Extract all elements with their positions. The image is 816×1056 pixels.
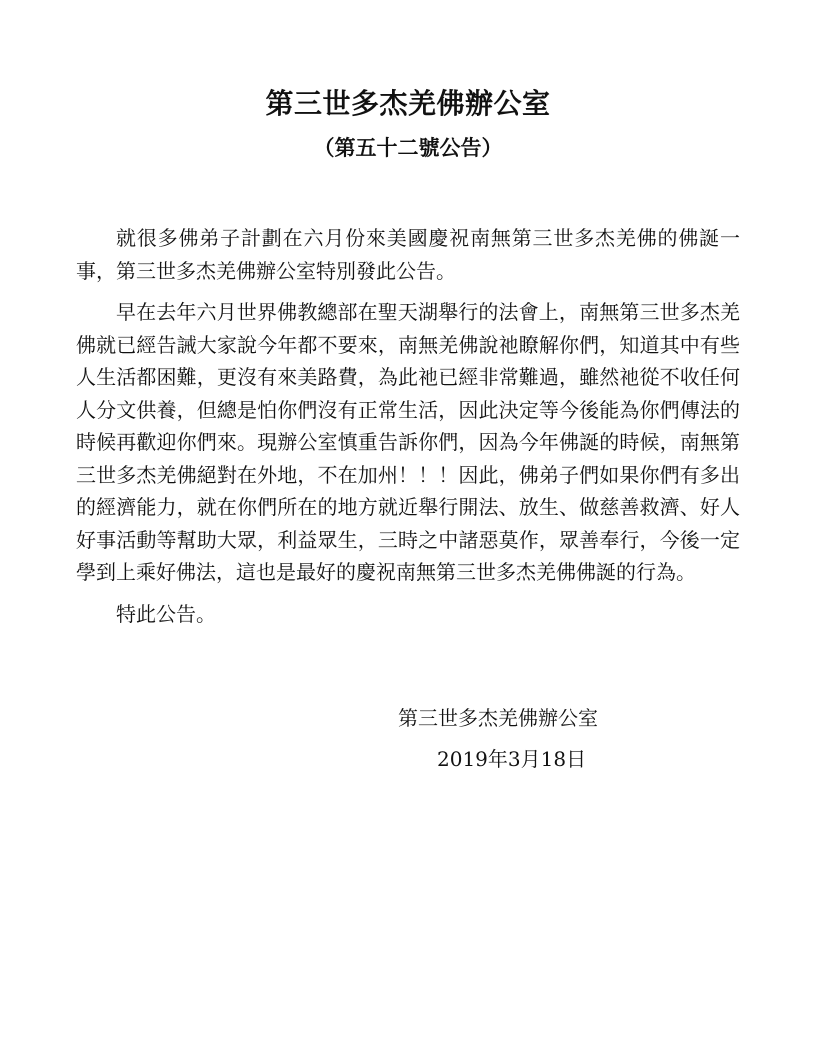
paragraph-closing: 特此公告。 [116,601,216,626]
document-title: 第三世多杰羌佛辦公室 [265,87,551,120]
paragraph-main: 早在去年六月世界佛教總部在聖天湖舉行的法會上，南無第三世多杰羌佛就已經告誡大家說今年都不要來，南無羌佛說祂瞭解你們，知道其中有些人生活都困難，更沒有來美路費，為此祂已經非常難過，雖然祂從不收任何人分文供養，但總是怕你們沒有正常生活，因此決定等今後能為你們傳法的時候再歡迎你們來。現辦公室慎重告訴你們，因為今年佛誕的時候，南無第三世多杰羌佛絕對在外地，不在加州！！！因此，佛弟子們如果你們有多出的經濟能力，就在你們所在的地方就近舉行開法、放生、做慈善救濟、好人好事活動等幫助大眾，利益眾生，三時之中諸惡莫作，眾善奉行，今後一定學到上乘好佛法，這也是最好的慶祝南無第三世多杰羌佛佛誕的行為。 [76,300,740,584]
signature-date: 2019年3月18日 [437,747,587,771]
announcement-number: （第五十二號公告） [313,136,503,160]
signature-office: 第三世多杰羌佛辦公室 [398,706,598,730]
paragraph-intro: 就很多佛弟子計劃在六月份來美國慶祝南無第三世多杰羌佛的佛誕一事，第三世多杰羌佛辦公室特別發此公告。 [76,226,740,283]
document-body [76,222,740,639]
